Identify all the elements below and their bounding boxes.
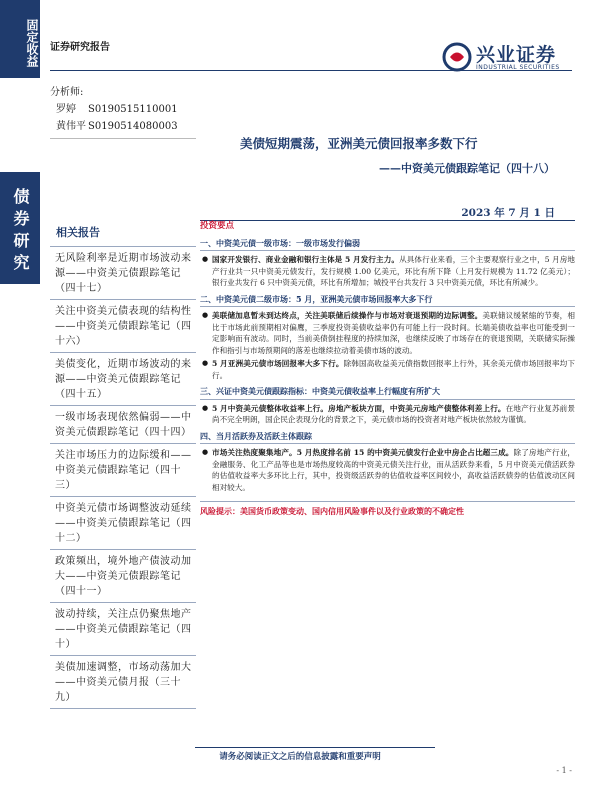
analyst-label: 分析师:	[50, 87, 84, 98]
paragraph-body: 在地产行业复苏前景尚不完全明朗，国企民企表现分化的背景之下，美元债市场的投资者对地产板块依然较为谨慎。	[212, 403, 575, 424]
related-report-link[interactable]: 无风险利率是近期市场波动来源——中资美元债跟踪笔记（四十七）	[50, 246, 196, 299]
related-reports-title: 相关报告	[56, 226, 100, 239]
paragraph-body: 除了房地产行业，金融服务、化工产品等也是市场热度较高的中资美元债关注行业，而从活跃券来看，5 月中资美元债活跃券的估值收益率大多环比上行，其中，投资级活跃券的估值收益率区间较小，高收益活跃债券的估值波动区间相对较大。	[212, 448, 576, 492]
logo-text-en: INDUSTRIAL SECURITIES	[476, 64, 560, 71]
related-report-link[interactable]: 一级市场表现依然偏弱——中资美元债跟踪笔记（四十四）	[50, 405, 196, 443]
section-secondary-market	[200, 294, 575, 382]
bullet-icon: ●	[202, 403, 209, 412]
sidebar-section-label: 债券研究	[0, 172, 40, 284]
report-type-label: 证券研究报告	[50, 42, 110, 53]
risk-warning: 风险提示：美国货币政策变动、国内信用风险事件以及行业政策的不确定性	[200, 501, 575, 518]
section-tracking-indicators	[200, 386, 575, 426]
paragraph-lead: 市场关注热度聚集地产。5 月热度排名前 15 的中资美元债发行企业中房企占比超三成。	[212, 448, 514, 457]
related-report-link[interactable]: 中资美元债市场调整波动延续——中资美元债跟踪笔记（四十二）	[50, 496, 196, 549]
paragraph-lead: 国家开发银行、商业金融和银行主体是 5 月发行主力。	[212, 255, 400, 264]
report-title: 美债短期震荡，亚洲美元债回报率多数下行	[240, 136, 478, 151]
key-points	[200, 221, 575, 518]
paragraph-body: 除韩国高收益美元债指数回报率上行外，其余美元债市场回报率均下行。	[212, 359, 575, 380]
report-subtitle: ——中资美元债跟踪笔记（四十八）	[379, 162, 555, 175]
related-report-link[interactable]: 美债加速调整，市场动荡加大——中资美元债月报（三十九）	[50, 655, 196, 708]
analyst-id: S0190515110001	[88, 104, 178, 115]
paragraph-text	[212, 447, 575, 493]
paragraph-lead: 5 月亚洲美元债市场回报率大多下行。	[212, 359, 344, 368]
paragraph-body: 美联储议缓紧缩的节奏，相比于市场此前预期相对偏鹰，三季度投资美债收益率仍有可能上行一段时间。长端美债收益率也可能受到一定影响而有波动。同时，当前美债倒挂程度的持续加深，也继续反映了市场存在的衰退预期，关联储实际操作和指引与市场预期间的落差也继续拉动着美债市场的波动。	[212, 311, 576, 355]
paragraph-text	[212, 403, 575, 426]
sidebar-category-label: 固定收益	[0, 0, 40, 78]
footer-divider	[195, 747, 435, 748]
analyst-row	[50, 118, 178, 135]
bullet-paragraph	[200, 254, 575, 289]
bullet-icon: ●	[202, 359, 209, 367]
left-sidebar	[0, 0, 40, 800]
section-active-bonds	[200, 431, 575, 494]
bullet-icon: ●	[202, 448, 209, 456]
analyst-divider	[50, 138, 196, 139]
paragraph-text	[212, 310, 575, 356]
related-report-link[interactable]: 关注中资美元债表现的结构性——中资美元债跟踪笔记（四十六）	[50, 299, 196, 352]
paragraph-lead: 5 月中资美元债整体收益率上行。房地产板块方面，中资美元房地产债整体利差上行。	[212, 403, 506, 413]
report-date: 2023 年 7 月 1 日	[461, 207, 555, 219]
bullet-paragraph	[200, 310, 575, 356]
paragraph-text	[212, 254, 575, 289]
related-report-link[interactable]: 政策频出，境外地产债波动加大——中资美元债跟踪笔记（四十一）	[50, 549, 196, 602]
paragraph-body: 从具体行业来看，三个主要观察行业之中，5 月房地产行业共一只中资美元债发行，发行规模 1.00 亿美元，环比有所下降（上月发行规模为 11.72 亿美元）；银行业共发行 6 只中资美元债，环比有所增加；城投平台共发行 3 只中资美元债，环比有所减少。	[212, 255, 575, 287]
bullet-icon: ●	[202, 311, 209, 319]
section-primary-market	[200, 238, 575, 289]
logo-text-cn: 兴业证券	[476, 44, 557, 66]
bullet-paragraph	[200, 447, 575, 493]
logo-mark-icon	[442, 42, 472, 72]
analyst-name: 罗婷	[56, 104, 76, 115]
analyst-name: 黄伟平	[56, 121, 86, 132]
brand-logo	[442, 40, 582, 80]
section-heading: 一、中资美元债一级市场：一级市场发行偏弱	[200, 238, 575, 252]
related-report-link[interactable]: 波动持续，关注点仍聚焦地产——中资美元债跟踪笔记（四十）	[50, 602, 196, 655]
key-points-label: 投资要点	[200, 221, 235, 231]
page-number: - 1 -	[556, 766, 572, 775]
related-list-end	[50, 708, 196, 709]
related-report-link[interactable]: 美债变化，近期市场波动的来源——中资美元债跟踪笔记（四十五）	[50, 352, 196, 405]
related-reports-list	[50, 246, 196, 709]
section-heading: 二、中资美元债二级市场：5 月，亚洲美元债市场回报率大多下行	[200, 294, 575, 308]
bullet-paragraph	[200, 403, 575, 426]
section-heading: 三、兴证中资美元债跟踪指标：中资美元债收益率上行幅度有所扩大	[200, 386, 575, 400]
analyst-block	[50, 84, 178, 135]
footer-disclaimer: 请务必阅读正文之后的信息披露和重要声明	[219, 752, 381, 762]
paragraph-lead: 美联储加息暂未到达终点，关注美联储后续操作与市场对衰退预期的边际调整。	[212, 311, 483, 320]
related-report-link[interactable]: 关注市场压力的边际缓和——中资美元债跟踪笔记（四十三）	[50, 443, 196, 496]
analyst-row	[50, 101, 178, 118]
bullet-icon: ●	[202, 255, 209, 263]
bullet-paragraph	[200, 358, 575, 381]
paragraph-text	[212, 358, 575, 381]
analyst-id: S0190514080003	[88, 121, 178, 132]
section-heading: 四、当月活跃券及活跃主体跟踪	[200, 431, 575, 445]
